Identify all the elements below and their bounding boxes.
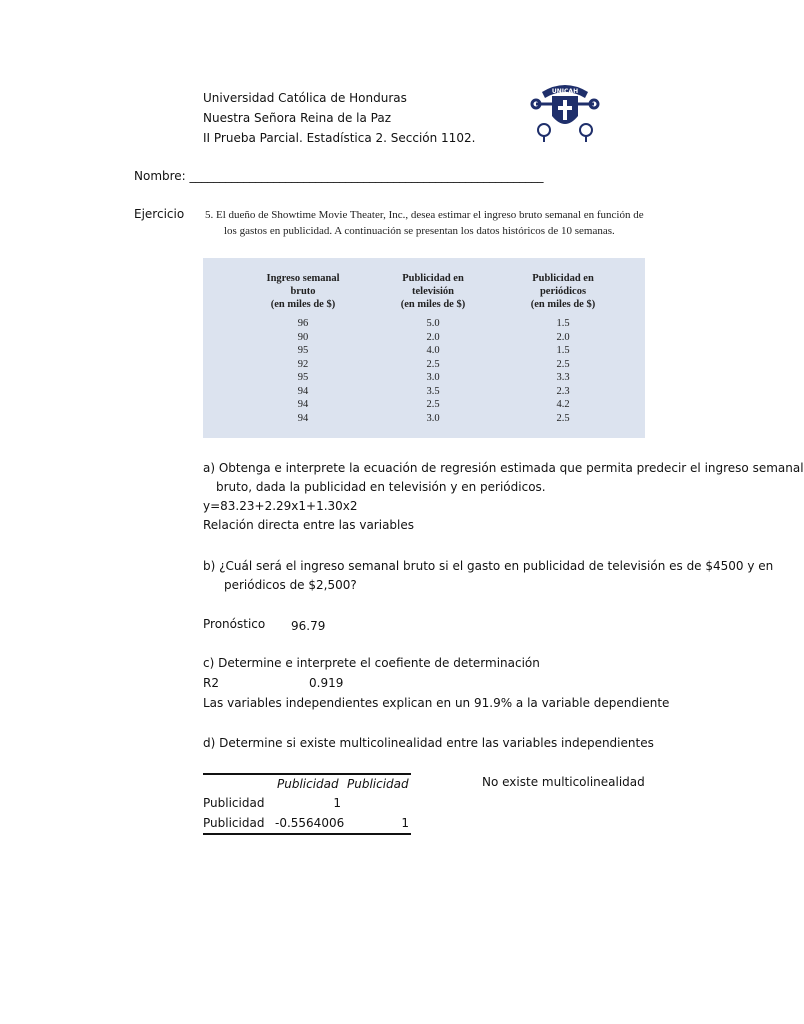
table-cell: 94: [297, 412, 309, 424]
question-a-line-2: bruto, dada la publicidad en televisión y en periódicos.: [216, 480, 546, 494]
answer-c-interpretation: Las variables independientes explican en un 91.9% a la variable dependiente: [203, 696, 670, 710]
question-b-line-1: b) ¿Cuál será el ingreso semanal bruto si el gasto en publicidad de televisión es de $4500 y en: [203, 559, 774, 573]
name-field: [134, 166, 544, 186]
table-cell: 96: [297, 318, 309, 329]
column-header: Ingreso semanal bruto (en miles de $): [266, 273, 340, 310]
table-cell: 2.0: [556, 331, 570, 343]
table-cell: 1.5: [556, 318, 570, 329]
corr-col-header: Publicidad: [347, 777, 409, 791]
exercise-label: Ejercicio: [134, 207, 185, 221]
column-header: Publicidad en periódicos (en miles de $): [530, 273, 596, 310]
table-cell: 95: [297, 372, 309, 383]
table-cell: 90: [297, 331, 309, 343]
r2-value: 0.919: [309, 676, 344, 690]
corr-row-label: Publicidad: [203, 816, 265, 830]
table-cell: 2.0: [426, 331, 440, 343]
table-cell: 4.0: [426, 345, 440, 356]
table-cell: 94: [297, 399, 309, 410]
name-blank-line: ___________________________________________________________: [189, 169, 544, 183]
table-cell: 5.0: [426, 318, 440, 329]
question-d: d) Determine si existe multicolinealidad entre las variables independientes: [203, 736, 654, 750]
answer-a-interpretation: Relación directa entre las variables: [203, 518, 415, 532]
answer-a-equation: y=83.23+2.29x1+1.30x2: [203, 499, 358, 513]
table-cell: 2.5: [556, 358, 570, 370]
problem-line-2: los gastos en publicidad. A continuación se presentan los datos históricos de 10 semanas.: [224, 225, 615, 237]
table-cell: 1.5: [556, 345, 570, 356]
corr-cell: -0.5564006: [275, 816, 345, 830]
table-cell: 94: [297, 385, 309, 397]
table-cell: 2.3: [556, 385, 570, 397]
header-university: Universidad Católica de Honduras: [203, 91, 407, 105]
table-cell: 2.5: [426, 399, 440, 410]
name-label: Nombre:: [134, 169, 190, 183]
header-exam-title: II Prueba Parcial. Estadística 2. Sección 1102.: [203, 131, 476, 145]
column-ingreso: [243, 272, 363, 425]
table-cell: 4.2: [556, 399, 570, 410]
column-tv: [373, 272, 493, 425]
table-cell: 3.3: [556, 372, 570, 383]
table-cell: 95: [297, 345, 309, 356]
table-cell: 2.5: [556, 412, 570, 424]
table-cell: 2.5: [426, 358, 440, 370]
logo-banner-text: UNICAH: [551, 88, 579, 95]
header-campus: Nuestra Señora Reina de la Paz: [203, 111, 392, 125]
answer-d-conclusion: No existe multicolinealidad: [482, 775, 645, 789]
data-table: [203, 258, 645, 438]
column-header: Publicidad en televisión (en miles de $): [400, 273, 466, 310]
table-cell: 3.0: [426, 372, 440, 383]
table-cell: 3.0: [426, 412, 440, 424]
problem-line-1: 5. El dueño de Showtime Movie Theater, Inc., desea estimar el ingreso bruto semanal en función de: [205, 209, 644, 221]
column-periodicos: [503, 272, 623, 425]
table-cell: 3.5: [426, 385, 440, 397]
table-bottom-rule: [203, 833, 411, 835]
forecast-value: 96.79: [291, 619, 326, 633]
r2-label: R2: [203, 676, 219, 690]
forecast-label: Pronóstico: [203, 617, 266, 631]
corr-cell: 1: [401, 816, 409, 830]
corr-col-header: Publicidad: [277, 777, 339, 791]
question-b-line-2: periódicos de $2,500?: [224, 578, 357, 592]
table-cell: 92: [297, 358, 309, 370]
question-a-line-1: a) Obtenga e interprete la ecuación de regresión estimada que permita predecir el ingreso semanal: [203, 461, 804, 475]
corr-cell: 1: [333, 796, 341, 810]
question-c: c) Determine e interprete el coefiente de determinación: [203, 656, 540, 670]
corr-row-label: Publicidad: [203, 796, 265, 810]
university-logo: [530, 78, 600, 148]
